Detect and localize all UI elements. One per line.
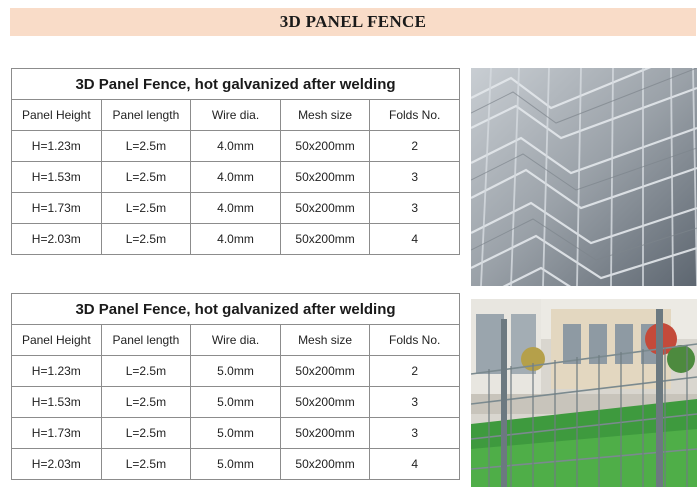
cell-panel-length: L=2.5m [101,449,191,480]
header-panel-height: Panel Height [12,325,102,356]
cell-panel-length: L=2.5m [101,356,191,387]
page-title: 3D PANEL FENCE [279,12,427,31]
cell-panel-height: H=2.03m [12,224,102,255]
table-row [12,418,460,449]
table-row [12,356,460,387]
cell-panel-height: H=1.73m [12,193,102,224]
cell-mesh-size: 50x200mm [280,418,370,449]
cell-panel-length: L=2.5m [101,131,191,162]
header-panel-height: Panel Height [12,100,102,131]
cell-panel-height: H=1.23m [12,131,102,162]
cell-mesh-size: 50x200mm [280,162,370,193]
cell-panel-height: H=1.23m [12,356,102,387]
cell-wire-dia: 4.0mm [191,193,281,224]
cell-panel-height: H=1.73m [12,418,102,449]
installed-fence-photo [471,299,697,487]
cell-mesh-size: 50x200mm [280,387,370,418]
header-panel-length: Panel length [101,325,191,356]
header-mesh-size: Mesh size [280,325,370,356]
table-row [12,387,460,418]
title-banner [10,8,696,36]
cell-folds-no: 4 [370,449,460,480]
cell-folds-no: 4 [370,224,460,255]
header-folds-no: Folds No. [370,325,460,356]
cell-panel-length: L=2.5m [101,387,191,418]
cell-wire-dia: 4.0mm [191,224,281,255]
cell-mesh-size: 50x200mm [280,449,370,480]
cell-mesh-size: 50x200mm [280,193,370,224]
cell-panel-height: H=2.03m [12,449,102,480]
table-caption: 3D Panel Fence, hot galvanized after welding [12,294,460,325]
table-row [12,224,460,255]
header-mesh-size: Mesh size [280,100,370,131]
cell-mesh-size: 50x200mm [280,224,370,255]
cell-wire-dia: 4.0mm [191,131,281,162]
header-wire-dia: Wire dia. [191,100,281,131]
cell-mesh-size: 50x200mm [280,131,370,162]
mesh-closeup-photo [471,68,697,286]
header-panel-length: Panel length [101,100,191,131]
table-row [12,162,460,193]
cell-wire-dia: 5.0mm [191,449,281,480]
cell-folds-no: 3 [370,387,460,418]
cell-folds-no: 3 [370,162,460,193]
header-folds-no: Folds No. [370,100,460,131]
cell-folds-no: 2 [370,131,460,162]
cell-panel-length: L=2.5m [101,162,191,193]
cell-folds-no: 3 [370,418,460,449]
table-row [12,131,460,162]
cell-wire-dia: 5.0mm [191,356,281,387]
cell-panel-length: L=2.5m [101,418,191,449]
cell-wire-dia: 5.0mm [191,418,281,449]
cell-folds-no: 3 [370,193,460,224]
table-row [12,449,460,480]
cell-panel-height: H=1.53m [12,387,102,418]
cell-panel-length: L=2.5m [101,224,191,255]
cell-panel-length: L=2.5m [101,193,191,224]
table-row [12,193,460,224]
header-wire-dia: Wire dia. [191,325,281,356]
spec-table-5mm [11,293,460,480]
cell-mesh-size: 50x200mm [280,356,370,387]
cell-folds-no: 2 [370,356,460,387]
spec-table-4mm [11,68,460,255]
cell-wire-dia: 5.0mm [191,387,281,418]
table-caption: 3D Panel Fence, hot galvanized after welding [12,69,460,100]
cell-wire-dia: 4.0mm [191,162,281,193]
cell-panel-height: H=1.53m [12,162,102,193]
